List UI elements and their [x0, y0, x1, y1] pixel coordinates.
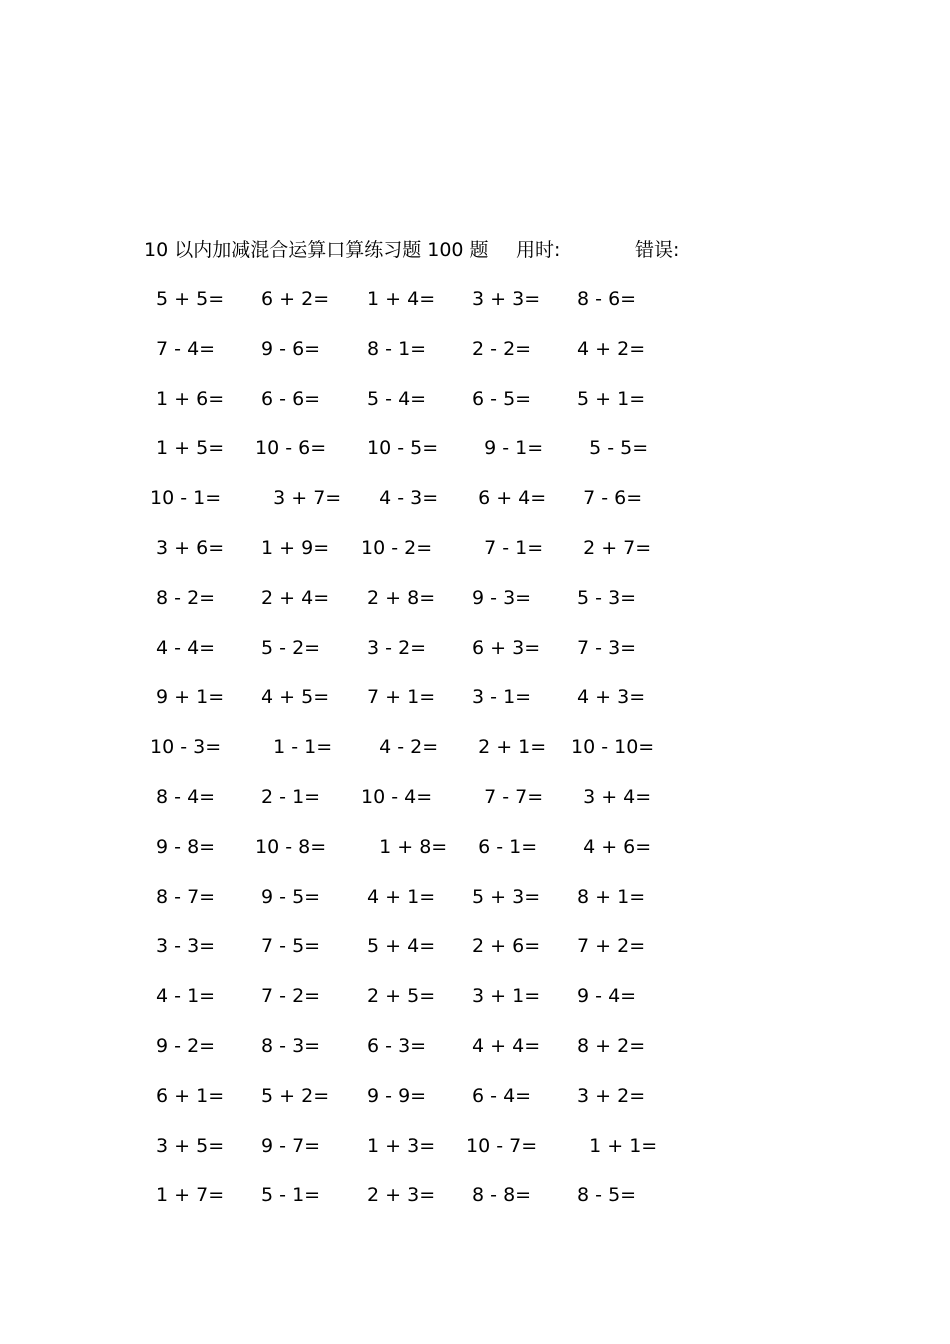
- math-problem: 4 + 4=: [466, 1034, 541, 1057]
- math-problem: 4 + 3=: [571, 686, 646, 709]
- math-problem: 2 - 2=: [466, 337, 532, 360]
- worksheet-title: 10 以内加减混合运算口算练习题 100 题: [144, 239, 489, 261]
- math-problem: 7 - 3=: [571, 636, 637, 659]
- problem-row: [150, 1031, 710, 1081]
- math-problem: 4 + 6=: [571, 835, 652, 858]
- math-problem: 5 - 3=: [571, 586, 637, 609]
- math-problem: 10 - 6=: [255, 437, 327, 460]
- math-problem: 6 + 3=: [466, 636, 541, 659]
- problem-row: [150, 483, 710, 533]
- math-problem: 5 - 4=: [361, 387, 427, 410]
- errors-label: 错误:: [635, 239, 680, 261]
- problem-row: [150, 981, 710, 1031]
- math-problem: 10 - 1=: [150, 487, 222, 510]
- problem-row: [150, 1081, 710, 1131]
- math-problem: 6 - 5=: [466, 387, 532, 410]
- problem-row: [150, 533, 710, 583]
- math-problem: 1 + 1=: [571, 1134, 658, 1157]
- worksheet-header: [144, 236, 764, 264]
- math-problem: 5 + 4=: [361, 935, 436, 958]
- math-problem: 8 - 6=: [571, 288, 637, 310]
- math-problem: 1 + 6=: [150, 387, 225, 410]
- math-problem: 6 + 4=: [466, 487, 547, 510]
- problem-row: [150, 633, 710, 683]
- math-problem: 9 - 8=: [150, 835, 216, 858]
- math-problem: 5 + 5=: [150, 288, 225, 310]
- math-problem: 4 - 1=: [150, 985, 216, 1008]
- math-problem: 10 - 2=: [361, 536, 433, 559]
- math-problem: 5 + 2=: [255, 1084, 330, 1107]
- problem-row: [150, 882, 710, 932]
- math-problem: 6 + 1=: [150, 1084, 225, 1107]
- math-problem: 9 - 5=: [255, 885, 321, 908]
- math-problem: 7 - 5=: [255, 935, 321, 958]
- math-problem: 2 + 5=: [361, 985, 436, 1008]
- math-problem: 9 + 1=: [150, 686, 225, 709]
- math-problem: 4 - 2=: [361, 736, 439, 759]
- math-problem: 8 - 8=: [466, 1184, 532, 1207]
- math-problem: 3 + 6=: [150, 536, 225, 559]
- math-problem: 10 - 8=: [255, 835, 327, 858]
- problem-row: [150, 334, 710, 384]
- math-problem: 2 + 6=: [466, 935, 541, 958]
- math-problem: 2 + 4=: [255, 586, 330, 609]
- math-problem: 2 + 7=: [571, 536, 652, 559]
- math-problem: 3 + 5=: [150, 1134, 225, 1157]
- math-problem: 9 - 4=: [571, 985, 637, 1008]
- math-problem: 8 - 1=: [361, 337, 427, 360]
- problem-row: [150, 732, 710, 782]
- math-problem: 10 - 5=: [361, 437, 439, 460]
- math-problem: 7 - 6=: [571, 487, 643, 510]
- problem-row: [150, 1131, 710, 1181]
- math-problem: 9 - 1=: [466, 437, 544, 460]
- math-problem: 2 - 1=: [255, 785, 321, 808]
- math-problem: 8 - 3=: [255, 1034, 321, 1057]
- math-problem: 6 + 2=: [255, 288, 330, 310]
- problem-row: [150, 1180, 710, 1230]
- math-problem: 4 + 2=: [571, 337, 646, 360]
- math-problem: 3 - 3=: [150, 935, 216, 958]
- math-problem: 6 - 1=: [466, 835, 538, 858]
- problem-grid: [150, 284, 710, 1230]
- problem-row: [150, 832, 710, 882]
- math-problem: 7 + 2=: [571, 935, 646, 958]
- math-problem: 7 - 1=: [466, 536, 544, 559]
- math-problem: 1 - 1=: [255, 736, 333, 759]
- math-problem: 8 - 2=: [150, 586, 216, 609]
- problem-row: [150, 682, 710, 732]
- math-problem: 6 - 6=: [255, 387, 321, 410]
- math-problem: 9 - 7=: [255, 1134, 321, 1157]
- math-problem: 1 + 5=: [150, 437, 225, 460]
- math-problem: 1 + 7=: [150, 1184, 225, 1207]
- math-problem: 1 + 8=: [361, 835, 448, 858]
- problem-row: [150, 583, 710, 633]
- math-problem: 4 + 1=: [361, 885, 436, 908]
- math-problem: 8 - 4=: [150, 785, 216, 808]
- math-problem: 1 + 4=: [361, 288, 436, 310]
- math-problem: 2 + 1=: [466, 736, 547, 759]
- math-problem: 7 - 2=: [255, 985, 321, 1008]
- math-problem: 8 + 1=: [571, 885, 646, 908]
- math-problem: 1 + 9=: [255, 536, 330, 559]
- math-problem: 3 - 1=: [466, 686, 532, 709]
- math-problem: 5 + 3=: [466, 885, 541, 908]
- math-problem: 10 - 7=: [466, 1134, 538, 1157]
- math-problem: 8 + 2=: [571, 1034, 646, 1057]
- math-problem: 5 + 1=: [571, 387, 646, 410]
- math-problem: 2 + 8=: [361, 586, 436, 609]
- problem-row: [150, 782, 710, 832]
- math-problem: 3 - 2=: [361, 636, 427, 659]
- problem-row: [150, 284, 710, 334]
- math-problem: 2 + 3=: [361, 1184, 436, 1207]
- math-problem: 9 - 3=: [466, 586, 532, 609]
- math-problem: 3 + 4=: [571, 785, 652, 808]
- math-problem: 8 - 5=: [571, 1184, 637, 1207]
- math-problem: 4 + 5=: [255, 686, 330, 709]
- math-problem: 7 - 4=: [150, 337, 216, 360]
- math-problem: 1 + 3=: [361, 1134, 436, 1157]
- math-problem: 6 - 4=: [466, 1084, 532, 1107]
- problem-row: [150, 433, 710, 483]
- math-problem: 9 - 6=: [255, 337, 321, 360]
- math-problem: 5 - 1=: [255, 1184, 321, 1207]
- math-problem: 9 - 9=: [361, 1084, 427, 1107]
- math-problem: 3 + 2=: [571, 1084, 646, 1107]
- math-problem: 4 - 3=: [361, 487, 439, 510]
- problem-row: [150, 931, 710, 981]
- math-problem: 5 - 5=: [571, 437, 649, 460]
- math-problem: 9 - 2=: [150, 1034, 216, 1057]
- math-problem: 8 - 7=: [150, 885, 216, 908]
- math-problem: 7 - 7=: [466, 785, 544, 808]
- time-used-label: 用时:: [516, 239, 561, 261]
- math-problem: 3 + 1=: [466, 985, 541, 1008]
- math-problem: 10 - 10=: [571, 736, 655, 759]
- math-problem: 10 - 4=: [361, 785, 433, 808]
- math-problem: 7 + 1=: [361, 686, 436, 709]
- math-problem: 3 + 7=: [255, 487, 342, 510]
- math-problem: 5 - 2=: [255, 636, 321, 659]
- math-problem: 6 - 3=: [361, 1034, 427, 1057]
- math-problem: 4 - 4=: [150, 636, 216, 659]
- problem-row: [150, 384, 710, 434]
- math-problem: 3 + 3=: [466, 288, 541, 310]
- math-problem: 10 - 3=: [150, 736, 222, 759]
